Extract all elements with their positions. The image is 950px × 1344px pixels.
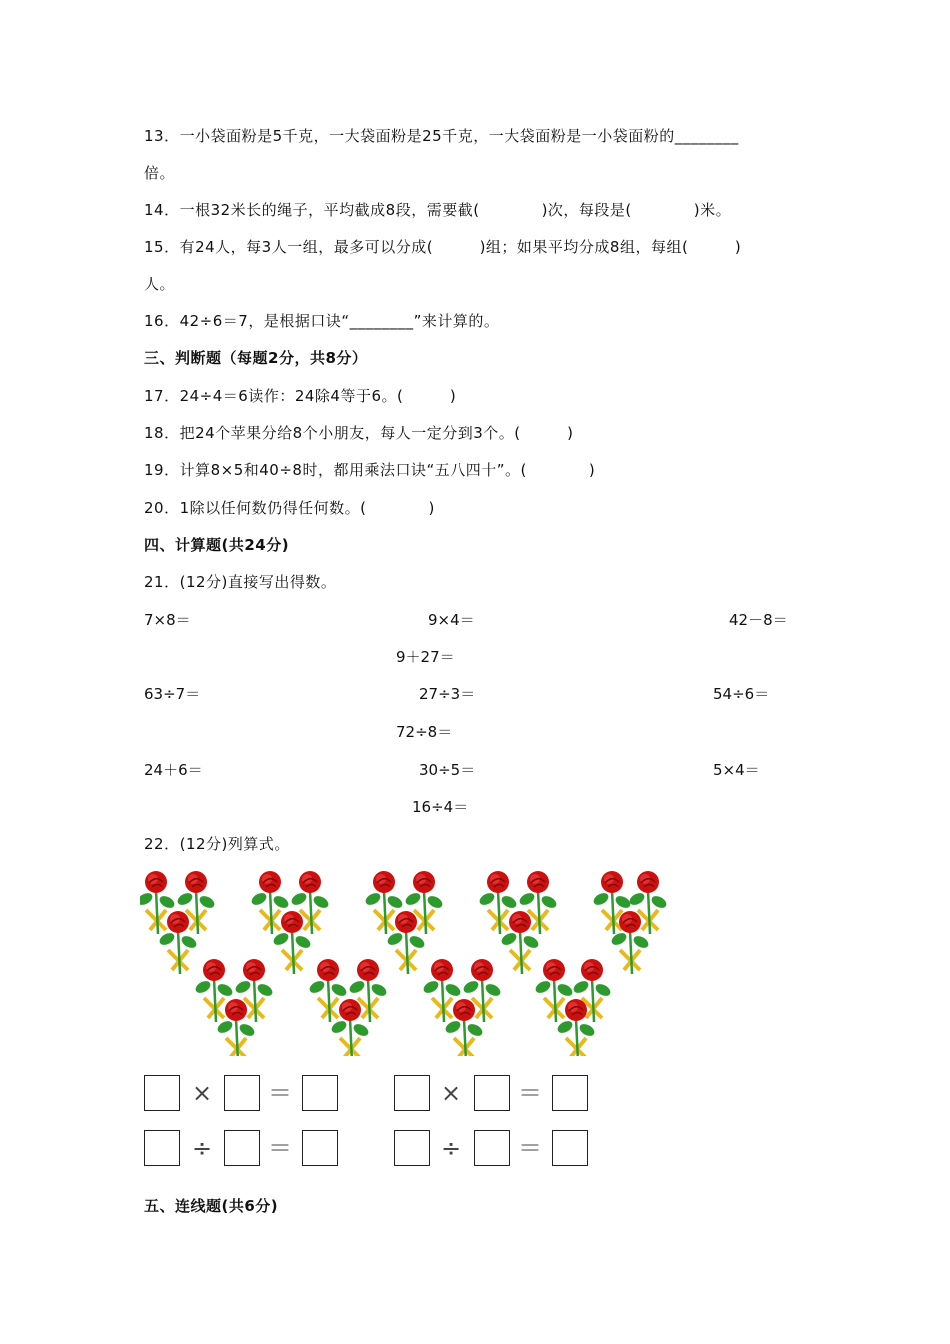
section-4-heading: 四、计算题(共24分) [144,536,290,554]
calc-expression: 42－8＝ [729,611,788,629]
rose-group [364,871,445,974]
answer-box[interactable] [474,1075,510,1111]
answer-box[interactable] [394,1130,430,1166]
question-22: 22．(12分)列算式。 [144,835,290,853]
multiply-sign: × [440,1079,462,1107]
calc-expression: 5×4＝ [713,761,760,779]
equals-sign: ＝ [518,1079,542,1107]
calc-expression: 16÷4＝ [412,798,469,816]
question-16: 16．42÷6＝7，是根据口诀“________”来计算的。 [144,312,500,330]
answer-box[interactable] [144,1075,180,1111]
equals-sign: ＝ [268,1134,292,1162]
rose-group [308,959,389,1056]
equals-sign: ＝ [518,1134,542,1162]
answer-box[interactable] [394,1075,430,1111]
divide-sign: ÷ [440,1134,462,1162]
question-13-line2: 倍。 [144,164,176,182]
question-15-line2: 人。 [144,275,176,293]
answer-box[interactable] [224,1130,260,1166]
question-21: 21．(12分)直接写出得数。 [144,573,337,591]
answer-box[interactable] [302,1075,338,1111]
answer-box[interactable] [144,1130,180,1166]
calc-expression: 54÷6＝ [713,685,770,703]
roses-illustration [140,866,680,1056]
question-20: 20．1除以任何数仍得任何数。( ) [144,499,435,517]
question-15-line1: 15．有24人，每3人一组，最多可以分成( )组；如果平均分成8组，每组( ) [144,238,742,256]
answer-box[interactable] [224,1075,260,1111]
multiply-sign: × [191,1079,213,1107]
rose-group [478,871,559,974]
question-17: 17．24÷4＝6读作：24除4等于6。( ) [144,387,457,405]
answer-box[interactable] [302,1130,338,1166]
calc-expression: 9×4＝ [428,611,475,629]
question-14: 14．一根32米长的绳子，平均截成8段，需要截( )次，每段是( )米。 [144,201,732,219]
calc-expression: 27÷3＝ [419,685,476,703]
rose-group [140,871,216,974]
calc-expression: 9＋27＝ [396,648,455,666]
calc-expression: 72÷8＝ [396,723,453,741]
calc-expression: 63÷7＝ [144,685,201,703]
answer-box[interactable] [552,1130,588,1166]
question-19: 19．计算8×5和40÷8时，都用乘法口诀“五八四十”。( ) [144,461,596,479]
calc-expression: 30÷5＝ [419,761,476,779]
calc-expression: 24＋6＝ [144,761,203,779]
question-18: 18．把24个苹果分给8个小朋友，每人一定分到3个。( ) [144,424,574,442]
answer-box[interactable] [552,1075,588,1111]
question-13-line1: 13．一小袋面粉是5千克，一大袋面粉是25千克，一大袋面粉是一小袋面粉的________ [144,127,739,145]
section-3-heading: 三、判断题（每题2分，共8分） [144,349,368,367]
divide-sign: ÷ [191,1134,213,1162]
rose-group [250,871,331,974]
section-5-heading: 五、连线题(共6分) [144,1197,279,1215]
calc-expression: 7×8＝ [144,611,191,629]
rose-group [194,959,275,1056]
answer-box[interactable] [474,1130,510,1166]
rose-group [592,871,669,974]
equals-sign: ＝ [268,1079,292,1107]
rose-group [534,959,613,1056]
rose-group [422,959,503,1056]
